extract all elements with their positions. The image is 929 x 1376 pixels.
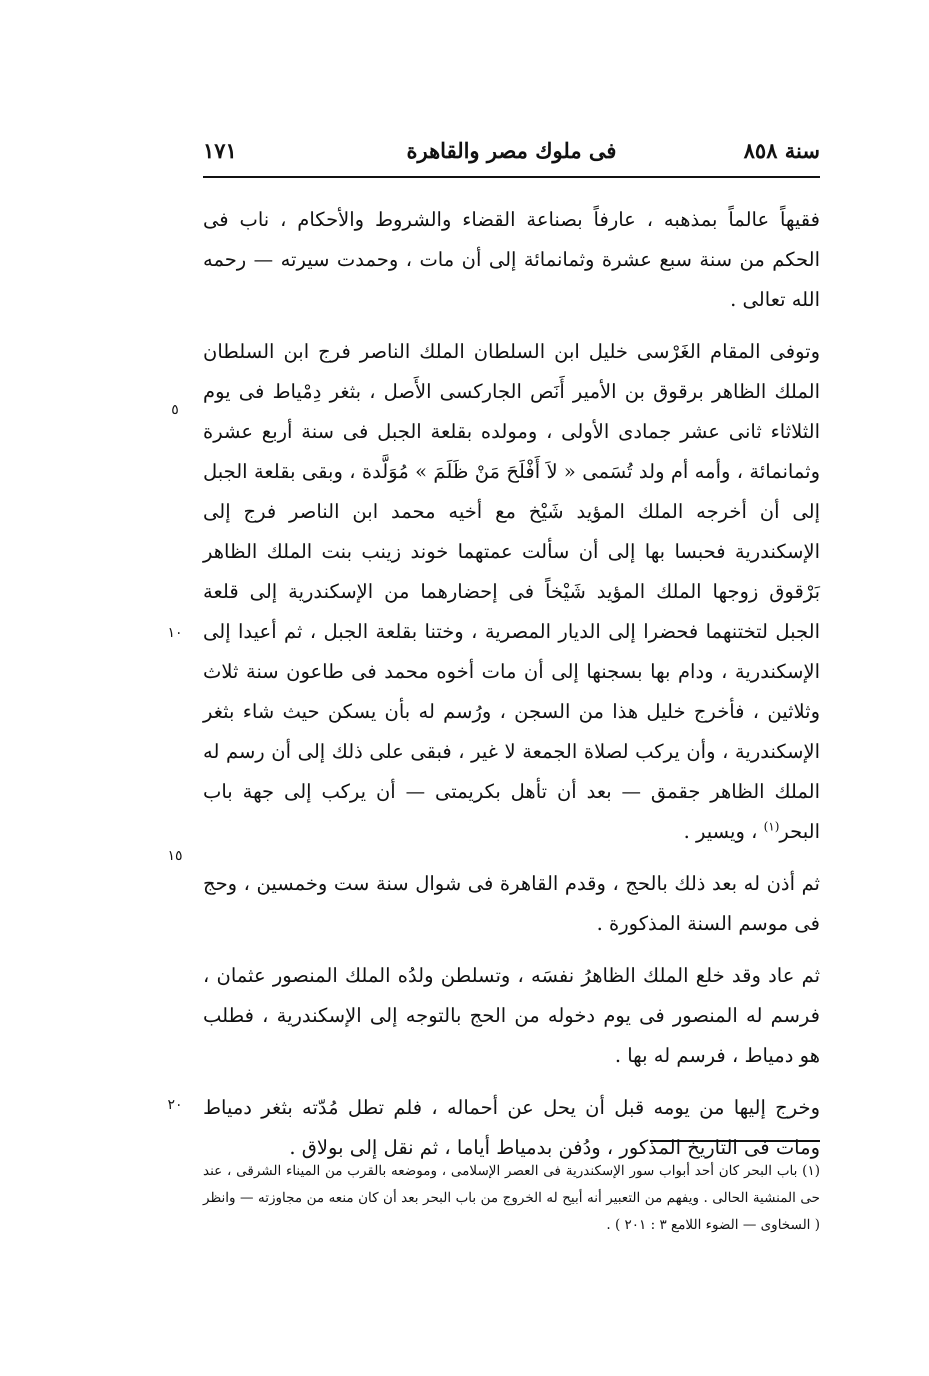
header-rule: [203, 176, 820, 178]
paragraph-2-tail: ، ويسير .: [683, 820, 758, 843]
footnote-text: (١) باب البحر كان أحد أبواب سور الإسكندرية فى العصر الإسلامى ، وموضعه بالقرب من الميناء الشرقى ، عند حى المنشية الحالى . ويفهم من التعبير أنه أبيح له الخروج من باب البحر بعد أن كان منعه من مجاوزته — وانظر ( السخاوى — الضوء اللامع ٣ : ٢٠١ ) .: [203, 1163, 820, 1233]
line-number-15: ١٥: [167, 848, 183, 864]
line-number-20: ٢٠: [167, 1097, 183, 1113]
main-text: [203, 200, 820, 1180]
paragraph-3: ثم أذن له بعد ذلك بالحج ، وقدم القاهرة فى شوال سنة ست وخمسين ، وحج فى موسم السنة المذكورة .: [203, 872, 820, 935]
page-header: [203, 130, 820, 174]
header-year: سنة ٨٥٨: [743, 138, 820, 163]
paragraph-1: فقيهاً عالماً بمذهبه ، عارفاً بصناعة القضاء والشروط والأحكام ، ناب فى الحكم من سنة سبع عشرة وثمانمائة إلى أن مات ، وحمدت سيرته — رحمه الله تعالى .: [203, 208, 820, 311]
footnote: [203, 1158, 820, 1239]
line-number-5: ٥: [171, 402, 179, 418]
header-page-number: ١٧١: [203, 138, 237, 163]
paragraph-2-text: وتوفى المقام الغَرْسى خليل ابن السلطان الملك الناصر فرج ابن السلطان الملك الظاهر برقوق بن الأمير أَنَص الجاركسى الأَصل ، بثغر دِمْياط فى يوم الثلاثاء ثانى عشر جمادى الأولى ، ومولده بقلعة الجبل فى سنة أربع عشرة وثمانمائة ، وأمه أم ولد تُسَمى « لاَ أَفْلَحَ مَنْ ظَلَمَ » مُوَلَّدة ، وبقى بقلعة الجبل إلى أن أخرجه الملك المؤيد شَيْخ مع أخيه محمد ابن الناصر فرج إلى الإسكندرية فحبسا بها إلى أن سألت عمتهما خوند زينب بنت الملك الظاهر بَرْقوق زوجها الملك المؤيد شَيْخاً فى إحضارهما من الإسكندرية إلى قلعة الجبل لتختنهما فحضرا إلى الديار المصرية ، وختنا بقلعة الجبل ، ثم أعيدا إلى الإسكندرية ، ودام بها بسجنها إلى أن مات أخوه محمد فى طاعون سنة ثلاث وثلاثين ، فأخرج خليل هذا من السجن ، ورُسم له بأن يسكن حيث شاء بثغر الإسكندرية ، وأن يركب لصلاة الجمعة لا غير ، فبقى على ذلك إلى أن رسم له الملك الظاهر جقمق — بعد أن تأهل بكريمتى — أن يركب إلى جهة باب البحر: [203, 340, 820, 843]
line-number-10: ١٠: [167, 625, 183, 641]
paragraph-5: وخرج إليها من يومه قبل أن يحل عن أحماله ، فلم تطل مُدّته بثغر دمياط ومات فى التاريخ المذكور ، ودُفن بدمياط أياما ، ثم نقل إلى بولاق .: [203, 1096, 820, 1159]
footnote-rule: [650, 1140, 820, 1142]
paragraph-4: ثم عاد وقد خلع الملك الظاهرُ نفسَه ، وتسلطن ولدُه الملك المنصور عثمان ، فرسم له المنصور فى يوم دخوله من الحج بالتوجه إلى الإسكندرية ، فطلب هو دمياط ، فرسم له بها .: [203, 964, 820, 1067]
paragraph-2: [203, 332, 820, 852]
footnote-ref: (١): [763, 819, 780, 834]
header-title: فى ملوك مصر والقاهرة: [406, 138, 617, 163]
